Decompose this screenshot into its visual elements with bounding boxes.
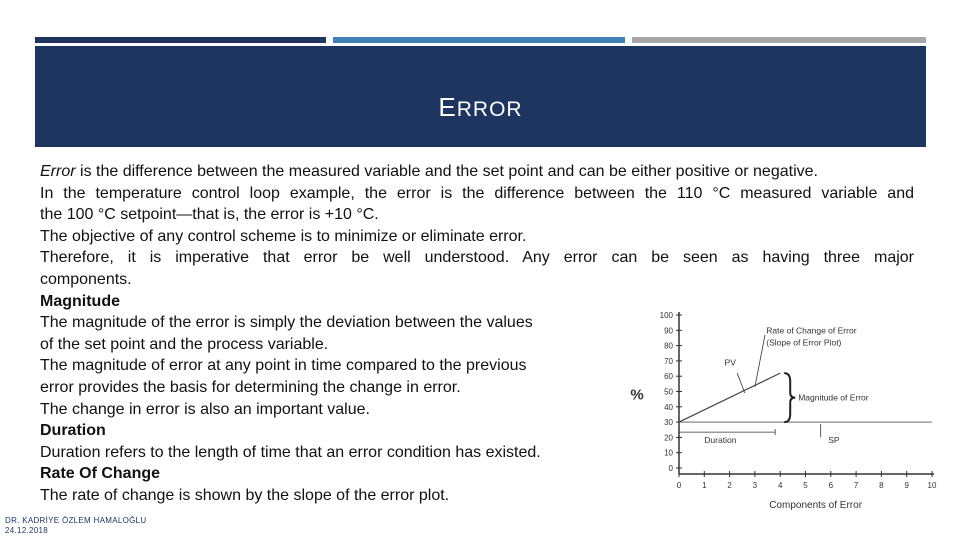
rate-label: Rate of Change of Error — [766, 325, 857, 336]
x-tick-label: 5 — [803, 481, 808, 490]
body-line: In the temperature control loop example, the error is the difference between the 110 °C measured variable and — [40, 184, 914, 202]
heading-rate-of-change: Rate Of Change — [40, 465, 161, 483]
y-tick-label: 0 — [668, 464, 673, 473]
x-tick-label: 8 — [879, 481, 884, 490]
x-tick-label: 10 — [927, 481, 937, 490]
y-axis-label: % — [630, 386, 644, 404]
intro-line — [40, 161, 914, 183]
heading-magnitude: Magnitude — [40, 292, 120, 310]
error-components-chart — [620, 305, 950, 510]
x-tick-label: 3 — [752, 481, 758, 490]
y-tick-label: 40 — [664, 402, 673, 412]
body-line: The magnitude of the error is simply the deviation between the values — [40, 314, 533, 332]
heading-duration: Duration — [40, 422, 106, 440]
x-tick-label: 2 — [727, 481, 732, 490]
x-tick-label: 4 — [777, 481, 783, 490]
y-tick-label: 10 — [664, 448, 673, 458]
body-line: the 100 °C setpoint—that is, the error is +10 °C. — [40, 206, 379, 224]
slide-title: ERROR — [438, 92, 523, 122]
pv-series-line — [679, 373, 780, 422]
footer-author: DR. KADRİYE ÖZLEM HAMALOĞLU — [5, 516, 147, 525]
x-tick-label: 9 — [904, 481, 909, 490]
body-line: of the set point and the process variable. — [40, 335, 329, 353]
accent-stripe-blue — [333, 37, 625, 43]
accent-stripe-navy — [35, 37, 326, 43]
x-tick-label: 0 — [676, 481, 682, 490]
x-tick-label: 7 — [853, 481, 859, 490]
pv-label: PV — [724, 357, 736, 368]
chart-title: Components of Error — [769, 500, 863, 510]
body-line: Therefore, it is imperative that error be well understood. Any error can be seen as having three major — [40, 249, 914, 267]
pv-arrow — [737, 373, 745, 393]
y-tick-label: 60 — [664, 372, 673, 382]
y-tick-label: 30 — [664, 418, 673, 428]
y-tick-label: 80 — [664, 341, 673, 351]
body-line: components. — [40, 270, 132, 288]
body-line: The objective of any control scheme is to minimize or eliminate error. — [40, 227, 527, 245]
accent-stripe-gray — [632, 37, 926, 43]
body-line: The rate of change is shown by the slope of the error plot. — [40, 486, 450, 504]
magnitude-label: Magnitude of Error — [798, 392, 869, 403]
sp-label: SP — [828, 435, 840, 446]
body-line: The change in error is also an important value. — [40, 400, 370, 418]
footer-date: 24.12.2018 — [5, 526, 49, 535]
magnitude-brace — [784, 373, 795, 422]
body-line: Duration refers to the length of time that an error condition has existed. — [40, 443, 541, 461]
rate-arrow — [755, 335, 765, 387]
x-tick-label: 6 — [828, 481, 834, 490]
error-term: Error — [40, 163, 76, 180]
intro-text: is the difference between the measured variable and the set point and can be either positive or negative. — [75, 163, 818, 180]
y-tick-label: 50 — [664, 387, 673, 397]
footer — [5, 516, 146, 536]
body-line: error provides the basis for determining the change in error. — [40, 378, 461, 396]
duration-label: Duration — [704, 435, 737, 446]
y-tick-label: 100 — [659, 311, 673, 320]
rate-sub-label: (Slope of Error Plot) — [766, 337, 842, 348]
chart-svg — [620, 305, 950, 510]
x-tick-label: 1 — [702, 481, 707, 490]
body-line: The magnitude of error at any point in time compared to the previous — [40, 357, 527, 375]
y-tick-label: 20 — [664, 433, 673, 443]
y-tick-label: 90 — [664, 326, 673, 336]
y-tick-label: 70 — [664, 356, 673, 366]
